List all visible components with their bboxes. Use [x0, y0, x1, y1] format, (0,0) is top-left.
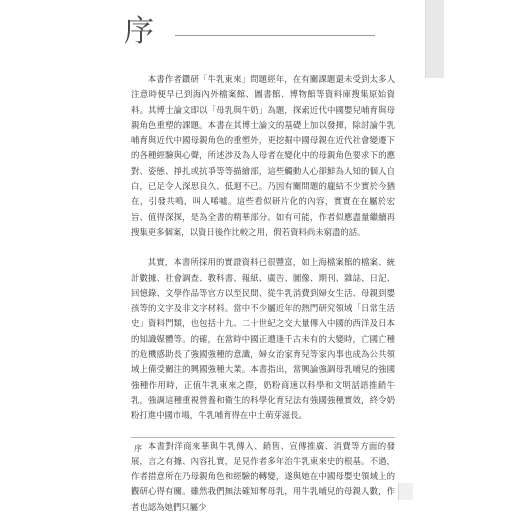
page-edge-tab-bottom	[398, 483, 413, 500]
page-title: 序	[124, 14, 155, 49]
title-divider	[175, 35, 375, 36]
paragraph: 本書作者鑽研「牛乳東來」問題經年，在有關課題還未受到太多人注意時便早已到海內外檔案館、圖書館、博物館等資料庫搜集原始資料。其博士論文即以「母乳與牛奶」為題，探索近代中國嬰兒哺育與母親角色重塑的課題。本書在其博士論文的基礎上加以發揮，除討論牛乳哺育與近代中國母親角色的重塑外，更挖掘中國母親在近代社會變遷下的各種經驗與心聲，所述涉及為人母者在變化中的母親角色要求下的應對、姿態、掙扎或抗爭等等描繪部，這些觸動人心卻鮮為人知的個人自白，已足令人深思良久、低迴不已。乃因有關問題的龐結不少實於今猶在，引發共鳴，叫人唏噓。這些看似研片化的內容，實實在在屬於宏旨、值得深探，是為全書的精華部分。如有可能，作者似應盡量繼續再搜集更多個案，以資日後作比較之用，假若資料尚未窮盡的話。	[131, 74, 395, 237]
footer-divider	[131, 437, 395, 438]
preface-body	[131, 72, 395, 515]
paragraph: 本書對洋商來華與牛乳傳入、銷售、宣傳推廣、消費等方面的發展，言之有據、內容扎實，足見作者多年治牛乳東來史的根基。不過，作者措意所在乃母親角色和經驗的轉變，遂與她在中國母嬰史領域上的觀研心得有關。雖然我們無法確知奪母乳，用牛乳哺兒的母親人數，作者也認為她們只屬少	[131, 440, 395, 512]
running-footer: 序	[134, 444, 142, 453]
paragraph: 其實，本書所採用的實證資料已很豐富，如上海檔案館的檔案、統計數據、社會調查、教科書、報紙、廣告、圖像、期刊、雜誌、日記、回憶錄、文學作品等官方以至民間、從牛乳消費到婦女生活、母親到嬰孩等的文字及非文字材料。當中不少屬近年的熱門研究領域「日常生活史」資料門類，也包括十九、二十世紀之交大量傳入中國的西洋及日本的知識媒體等。的確，在當時中國正遭逢千古未有的大變時，亡國亡種的危機感助長了強國強種的意識，婦女治家育兒等家內事也成為公共領域上備受關注的興國強種大業。本書指出，當興論強調母乳哺兒的強國強種作用時，正值牛乳東來之際，奶粉商速以科學和文明話語推銷牛乳，強調這種重視營養和衛生的科學化育兒法有強國強種實效，終令奶粉打進中國市場，牛乳哺育得在中土萌芽滋長。	[131, 257, 395, 421]
page-edge-tab	[425, 0, 444, 78]
